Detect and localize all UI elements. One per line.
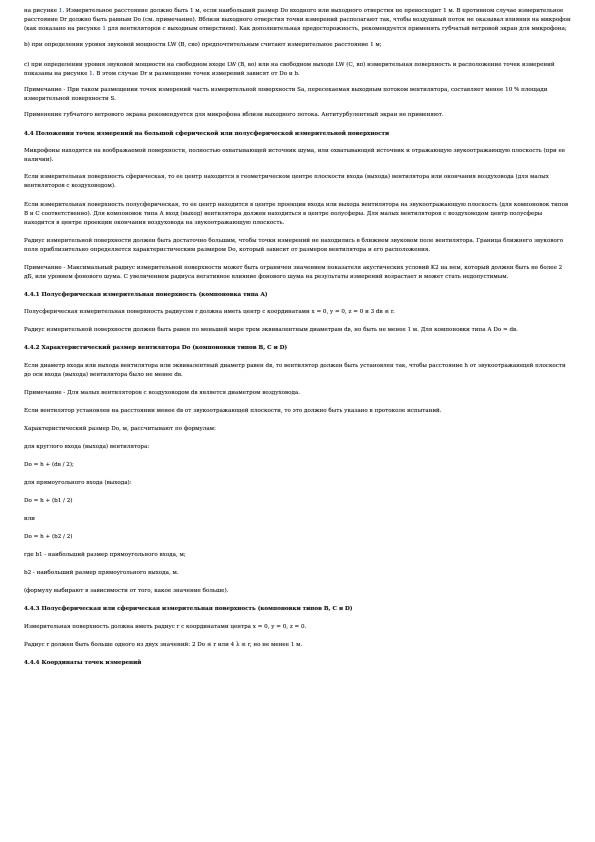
paragraph: для круглого входа (выхода) вентилятора: [24,444,150,450]
paragraph: b2 - наибольший размер прямоугольного выхода, м. [24,570,179,576]
section-heading: 4.4 Положения точек измерений на большой сферической или полусферической измерительной поверхности [24,131,390,137]
formula: Dо = h + (b1 / 2) [24,498,73,504]
paragraph: или [24,516,36,522]
paragraph: Если вентилятор установлен на расстоянии менее dв от звукоотражающей плоскости, то это должно быть указано в протоколе испытаний. [24,408,442,414]
paragraph: (формулу выбирают в зависимости от того, какое значение больше). [24,588,229,594]
paragraph: где b1 - наибольший размер прямоугольного входа, м; [24,552,186,558]
paragraph: на рисунке 1. Измерительное расстояние должно быть 1 м, если наибольший размер Dо входного или выходного отверстия не превосходит 1 м. В противном случае измерительное расстояние Dr должно быть равным Dо (см. примечание). Вблизи выходного отверстия точки измерений располагают так, чтобы воздушный поток не оказывал влияния на микрофон (как показано на рисунке 1 для вентиляторов с выходным отверстием). Как дополнительная предосторожность, рекомендуется применять губчатый ветровой экран для микрофона; [24,8,571,32]
section-heading: 4.4.3 Полусферическая или сферическая измерительная поверхность (компоновки типов В, С и D) [24,606,353,612]
formula: Dо = h + (dв / 2); [24,462,74,468]
paragraph: Радиус измерительной поверхности должен быть равен по меньшей мере трем эквивалентным диаметрам dв, но быть не менее 1 м. Для компоновки типа А Dо = dв. [24,327,518,333]
note: Примечание - Максимальный радиус измерительной поверхности может быть ограничен значением показателя акустических условий K2 на нем, который должен быть не более 2 дБ, или уровнем фонового шума. С увеличением радиуса негативное влияние фонового шума на результаты измерений возрастает и может стать недопустимым. [24,265,563,280]
paragraph: Если диаметр входа или выхода вентилятора или эквивалентный диаметр равен dв, то вентилятор должен быть установлен так, чтобы расстояние h от звукоотражающей плоскости до оси входа (выхода) вентилятора было не менее dв. [24,363,566,378]
section-heading: 4.4.4 Координаты точек измерений [24,660,142,666]
formula: Dо = h + (b2 / 2) [24,534,73,540]
paragraph: с) при определении уровня звуковой мощности на свободном входе LW (В, во) или на свободном выходе LW (С, вп) измерительная поверхность и расположение точек измерений показаны на рисунке 1. В этом случае Dr и размещение точек измерений зависят от Dо и b. [24,62,555,77]
figure-link[interactable]: 1 [58,8,63,14]
paragraph: Радиус измерительной поверхности должен быть достаточно большим, чтобы точки измерений не находились в ближнем звуковом поле вентилятора. Граница ближнего звукового поля приблизительно определяется характеристическим размером Dо, который зависит от размеров вентилятора и его расположения. [24,238,564,253]
section-heading: 4.4.1 Полусферическая измерительная поверхность (компоновка типа А) [24,292,268,298]
paragraph: для прямоугольного входа (выхода): [24,480,132,486]
section-heading: 4.4.2 Характеристический размер вентилятора Dо (компоновки типов В, С и D) [24,345,288,351]
paragraph: Если измерительная поверхность полусферическая, то ее центр находится в центре проекции входа или выхода вентилятора на звукоотражающую плоскость (для компоновок типов В и С соответственно). Для компоновок типа А вход (выход) вентилятора должен находиться в центре полусферы. Для малых вентиляторов с воздуховодом центр полусферы находится в центре проекции окончания воздуховода на звукоотражающую плоскость. [24,202,569,226]
paragraph: b) при определении уровня звуковой мощности LW (В, сво) предпочтительным считают измерительное расстояние 1 м; [24,42,382,48]
paragraph: Характеристический размер Dо, м, рассчитывают по формулам: [24,426,216,432]
document-page [24,7,572,668]
paragraph: Полусферическая измерительная поверхность радиусом r должна иметь центр с координатами x = 0, y = 0, z = 0 и 3 dв ≤ r. [24,309,395,315]
paragraph: Применение губчатого ветрового экрана рекомендуется для микрофона вблизи выходного потока. Антитурбулентный экран не применяют. [24,112,444,118]
figure-link[interactable]: 1 [89,71,93,77]
note: Примечание - Для малых вентиляторов с воздуховодом dв является диаметром воздуховода. [24,390,301,396]
paragraph: Измерительная поверхность должна иметь радиус r с координатами центра x = 0, y = 0, z = 0. [24,624,307,630]
paragraph: Микрофоны находятся на воображаемой поверхности, полностью охватывающей источник шума, или охватывающей источник и отражающую звукоотражающую плоскость (при ее наличии). [24,148,566,163]
note: Примечание - При таком размещении точек измерений часть измерительной поверхности Sa, пересекаемая выходным потоком вентилятора, составляет менее 10 % площади измерительной поверхности S. [24,87,548,102]
figure-link[interactable]: 1 [102,26,106,32]
paragraph: Если измерительная поверхность сферическая, то ее центр находится в геометрическом центре плоскости входа (выхода) вентилятора или окончания воздуховода (для малых вентиляторов с воздуховодом). [24,174,549,189]
paragraph: Радиус r должен быть больше одного из двух значений: 2 Dо ≤ r или 4 λ ≤ r, но не менее 1 м. [24,642,303,648]
